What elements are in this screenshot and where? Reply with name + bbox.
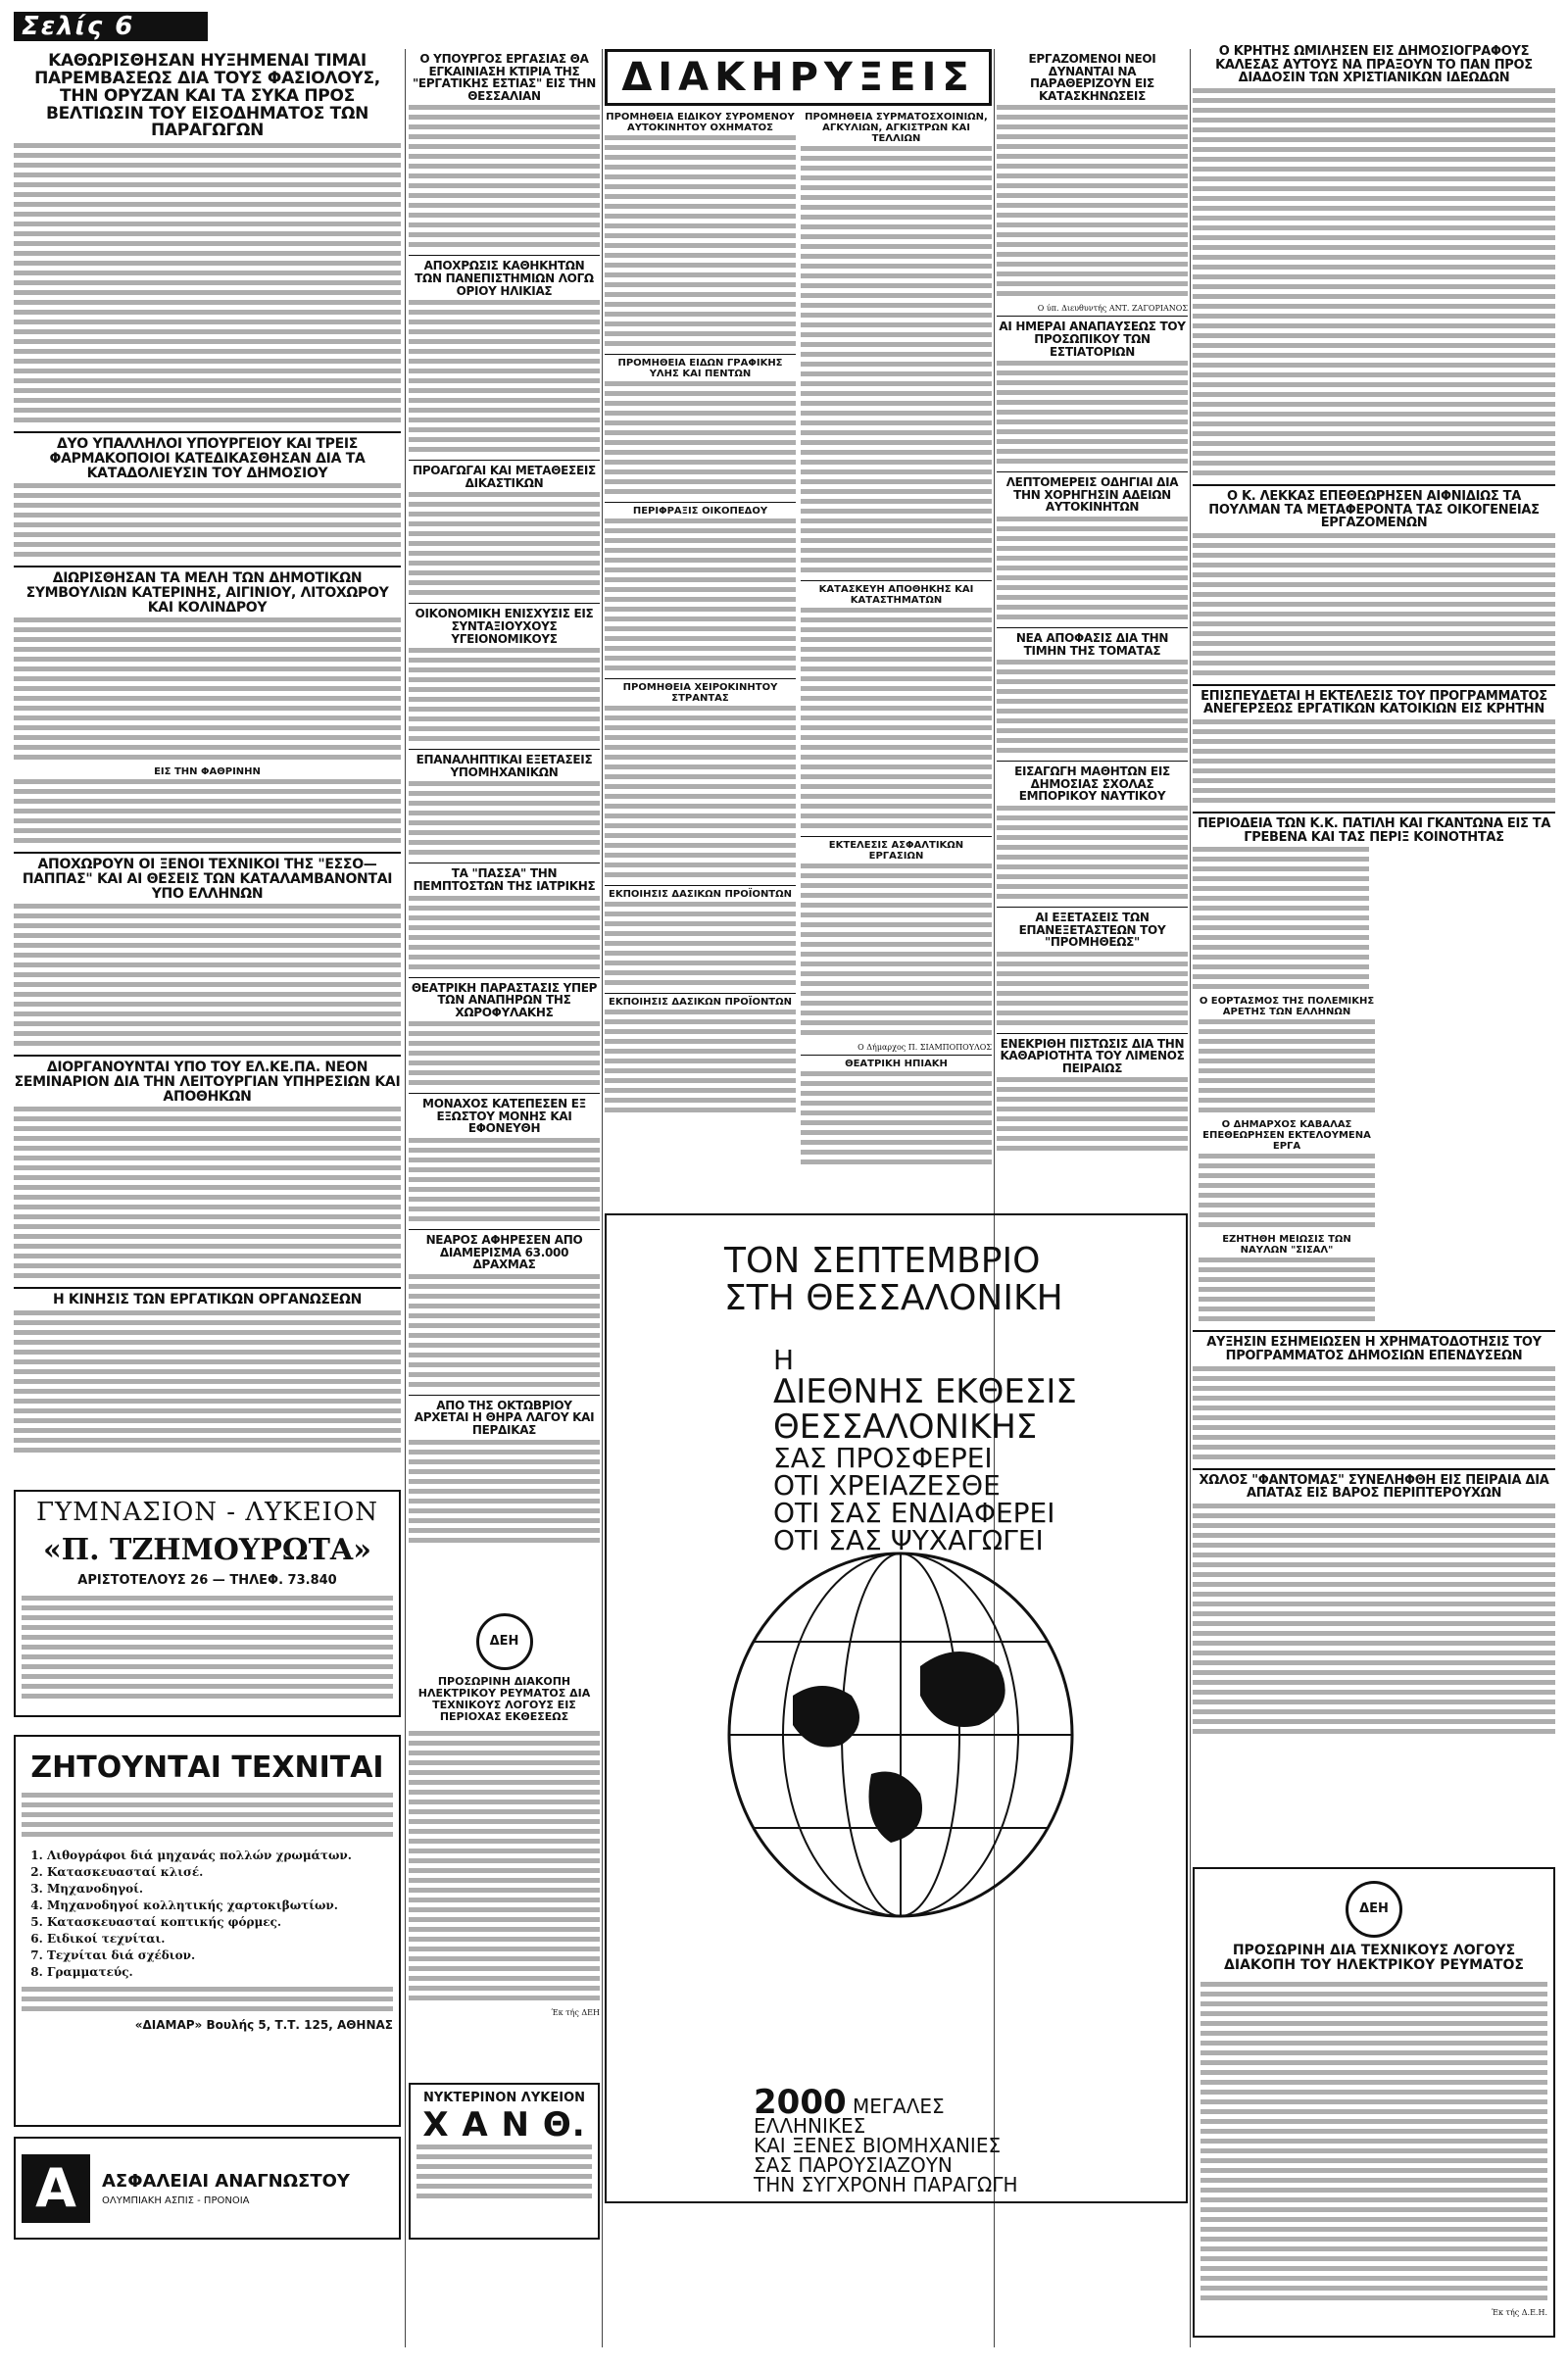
article-body [1193,533,1555,680]
page-number-label: Σελίς 6 [14,12,208,41]
headline-sisal-fares: ΕΖΗΤΗΘΗ ΜΕΙΩΣΙΣ ΤΩΝ ΝΑΥΛΩΝ "ΣΙΣΑΛ" [1222,1234,1351,1257]
list-item: 4. Μηχανοδηγοί κολλητικής χαρτοκιβωτίων. [47,1898,393,1914]
nyk-title: ΝΥΚΤΕΡΙΝΟΝ ΛΥΚΕΙΟΝ [422,2091,585,2105]
expo-bottom-line2: ΕΛΛΗΝΙΚΕΣ [754,2114,866,2138]
column-6 [1193,41,1555,1854]
list-item: 6. Ειδικοί τεχνίται. [47,1931,393,1948]
deh-notice-title: ΠΡΟΣΩΡΙΝΗ ΔΙΑ ΤΕΧΝΙΚΟΥΣ ΛΟΓΟΥΣ ΔΙΑΚΟΠΗ ΤΟΥ ΗΛΕΚΤΡΙΚΟΥ ΡΕΥΜΑΤΟΣ [1224,1943,1524,1974]
notice-heading: ΠΡΟΜΗΘΕΙΑ ΣΥΡΜΑΤΟΣΧΟΙΝΙΩΝ, ΑΓΚΥΛΙΩΝ, ΑΓΚΙΣΤΡΩΝ ΚΑΙ ΤΕΛΛΙΩΝ [805,112,988,144]
article-body [997,660,1188,758]
expo-mid-line4: ΟΤΙ ΧΡΕΙΑΖΕΣΘΕ [773,1469,1001,1502]
notice-heading: ΚΑΤΑΣΚΕΥΗ ΑΠΟΘΗΚΗΣ ΚΑΙ ΚΑΤΑΣΤΗΜΑΤΩΝ [818,584,974,606]
article-body [1199,1154,1375,1232]
headline-car-licenses: ΛΕΠΤΟΜΕΡΕΙΣ ΟΔΗΓΙΑΙ ΔΙΑ ΤΗΝ ΧΟΡΗΓΗΣΙΝ ΑΔΕΙΩΝ ΑΥΤΟΚΙΝΗΤΩΝ [1005,475,1179,515]
ad-tech-list [22,1848,393,1981]
headline-pharmacists-convicted: ΔΥΟ ΥΠΑΛΛΗΛΟΙ ΥΠΟΥΡΓΕΙΟΥ ΚΑΙ ΤΡΕΙΣ ΦΑΡΜΑΚΟΠΟΙΟΙ ΚΑΤΕΔΙΚΑΣΘΗΣΑΝ ΔΙΑ ΤΑ ΚΑΤΑΔΟΛΙΕΥΣΙΝ ΤΟΥ ΔΗΜΟΣΙΟΥ [49,436,366,481]
headline-crete-journalists: Ο ΚΡΗΤΗΣ ΩΜΙΛΗΣΕΝ ΕΙΣ ΔΗΜΟΣΙΟΓΡΑΦΟΥΣ ΚΑΛΕΣΑΣ ΑΥΤΟΥΣ ΝΑ ΠΡΑΞΟΥΝ ΤΟ ΠΑΝ ΠΡΟΣ ΔΙΑΔΟΣΙΝ ΤΩΝ ΧΡΙΣΤΙΑΝΙΚΩΝ ΙΔΕΩΔΩΝ [1215,44,1533,86]
headline-municipal-councils: ΔΙΩΡΙΣΘΗΣΑΝ ΤΑ ΜΕΛΗ ΤΩΝ ΔΗΜΟΤΙΚΩΝ ΣΥΜΒΟΥΛΙΩΝ ΚΑΤΕΡΙΝΗΣ, ΑΙΓΙΝΙΟΥ, ΛΙΤΟΧΩΡΟΥ ΚΑΙ ΚΟΛΙΝΔΡΟΥ [25,570,389,616]
headline-university-professors: ΑΠΟΧΡΩΣΙΣ ΚΑΘΗΚΗΤΩΝ ΤΩΝ ΠΑΝΕΠΙΣΤΗΜΙΩΝ ΛΟΓΩ ΟΡΙΟΥ ΗΛΙΚΙΑΣ [415,259,594,298]
article-body [14,904,401,1051]
notice-signature: Ο Δήμαρχος Π. ΣΙΑΜΠΟΠΟΥΛΟΣ [858,1043,992,1052]
article-body [1193,1504,1555,1739]
headline-crete-housing: ΕΠΙΣΠΕΥΔΕΤΑΙ Η ΕΚΤΕΛΕΣΙΣ ΤΟΥ ΠΡΟΓΡΑΜΜΑΤΟΣ ΑΝΕΓΕΡΣΕΩΣ ΕΡΓΑΤΙΚΩΝ ΚΑΤΟΙΚΙΩΝ ΕΙΣ ΚΡΗΤΗΝ [1200,688,1547,717]
headline-repeat-exams: ΕΠΑΝΑΛΗΠΤΙΚΑΙ ΕΞΕΤΑΣΕΙΣ ΥΠΟΜΗΧΑΝΙΚΩΝ [416,753,593,779]
notice-heading: ΕΚΠΟΙΗΣΙΣ ΔΑΣΙΚΩΝ ΠΡΟΪΟΝΤΩΝ [608,997,793,1008]
expo-bottom-line5: ΤΗΝ ΣΥΓΧΡΟΝΗ ΠΑΡΑΓΩΓΗ [754,2173,1018,2196]
notice-heading: ΕΚΤΕΛΕΣΙΣ ΑΣΦΑΛΤΙΚΩΝ ΕΡΓΑΣΙΩΝ [828,840,964,862]
headline-war-virtue: Ο ΕΟΡΤΑΣΜΟΣ ΤΗΣ ΠΟΛΕΜΙΚΗΣ ΑΡΕΤΗΣ ΤΩΝ ΕΛΛΗΝΩΝ [1199,996,1375,1018]
headline-pensioners-aid: ΟΙΚΟΝΟΜΙΚΗ ΕΝΙΣΧΥΣΙΣ ΕΙΣ ΣΥΝΤΑΞΙΟΥΧΟΥΣ ΥΓΕΙΟΝΟΜΙΚΟΥΣ [415,607,594,646]
headline-lekkas-inspection: Ο Κ. ΛΕΚΚΑΣ ΕΠΕΘΕΩΡΗΣΕΝ ΑΙΦΝΙΔΙΩΣ ΤΑ ΠΟΥΛΜΑΝ ΤΑ ΜΕΤΑΦΕΡΟΝΤΑ ΤΑΣ ΟΙΚΟΓΕΝΕΙΑΣ ΕΡΓΑΖΟΜΕΝΩΝ [1208,488,1540,531]
headline-tomato-price: ΝΕΑ ΑΠΟΦΑΣΙΣ ΔΙΑ ΤΗΝ ΤΙΜΗΝ ΤΗΣ ΤΟΜΑΤΑΣ [1015,630,1169,658]
article-body [1193,88,1555,480]
column-4 [801,110,992,1198]
ad-insurance [14,2137,401,2240]
headline-esso-pappas: ΑΠΟΧΩΡΟΥΝ ΟΙ ΞΕΝΟΙ ΤΕΧΝΙΚΟΙ ΤΗΣ "ΕΣΣΟ—ΠΑΠΠΑΣ" ΚΑΙ ΑΙ ΘΕΣΕΙΣ ΤΩΝ ΚΑΤΑΛΑΜΒΑΝΟΝΤΑΙ ΥΠΟ ΕΛΛΗΝΩΝ [22,857,393,902]
ad-tech-intro [22,1793,393,1842]
article-body [14,1107,401,1283]
expo-mid-line3: ΣΑΣ ΠΡΟΣΦΕΡΕΙ [773,1442,993,1474]
headline-theater-performance: ΘΕΑΤΡΙΚΗ ΠΑΡΑΣΤΑΣΙΣ ΥΠΕΡ ΤΩΝ ΑΝΑΠΗΡΩΝ ΤΗΣ ΧΩΡΟΦΥΛΑΚΗΣ [411,980,598,1019]
article-body [997,952,1188,1030]
ad-gym-body [22,1596,393,1703]
article-signature: Ο ύπ. Διευθυντής ΑΝΤ. ΖΑΓΟΡΙΑΝΟΣ [1037,304,1188,314]
notice-body [605,381,796,499]
article-body [409,1138,600,1226]
notice-body [605,1010,796,1117]
notice-body [605,902,796,990]
ad-gym-line3: ΑΡΙΣΤΟΤΕΛΟΥΣ 26 — ΤΗΛΕΦ. 73.840 [77,1573,337,1588]
ad-technicians-wanted [14,1735,401,2127]
article-body [997,105,1188,301]
deh-logo-icon: ΔΕΗ [476,1613,533,1670]
notice-heading: ΠΡΟΜΗΘΕΙΑ ΧΕΙΡΟΚΙΝΗΤΟΥ ΣΤΡΑΝΤΑΣ [622,682,778,704]
article-body [1199,1019,1375,1117]
article-body [409,1274,600,1392]
article-body [1199,1257,1375,1326]
deh-notice-body [409,1731,600,2005]
article-body [409,105,600,252]
notice-body [801,1071,992,1169]
notice-body [605,135,796,351]
article-body [409,492,600,600]
headline-prometheus-exams: ΑΙ ΕΞΕΤΑΣΕΙΣ ΤΩΝ ΕΠΑΝΕΞΕΤΑΣΤΕΩΝ ΤΟΥ "ΠΡΟΜΗΘΕΩΣ" [1018,910,1166,950]
notice-body [801,146,992,577]
deh-logo-icon: ΔΕΗ [1346,1881,1402,1938]
headline-public-investments: ΑΥΞΗΣΙΝ ΕΣΗΜΕΙΩΣΕΝ Η ΧΡΗΜΑΤΟΔΟΤΗΣΙΣ ΤΟΥ ΠΡΟΓΡΑΜΜΑΤΟΣ ΔΗΜΟΣΙΩΝ ΕΠΕΝΔΥΣΕΩΝ [1206,1335,1542,1364]
expo-bottom-line4: ΣΑΣ ΠΑΡΟΥΣΙΑΖΟΥΝ [754,2153,953,2177]
expo-mid-line1: ΔΙΕΘΝΗΣ ΕΚΘΕΣΙΣ [773,1372,1077,1411]
article-body [14,617,401,764]
subheading: ΕΙΣ ΤΗΝ ΦΑΘΡΙΝΗΝ [154,766,261,778]
ad-gym-line2: «Π. ΤΖΗΜΟΥΡΩΤΑ» [43,1533,371,1567]
deh-notice-left [409,1607,600,2029]
headline-restaurant-rest-days: ΑΙ ΗΜΕΡΑΙ ΑΝΑΠΑΥΣΕΩΣ ΤΟΥ ΠΡΟΣΩΠΙΚΟΥ ΤΩΝ ΕΣΤΙΑΤΟΡΙΩΝ [999,320,1186,359]
notice-body [801,863,992,1040]
headline-kavala-mayor: Ο ΔΗΜΑΡΧΟΣ ΚΑΒΑΛΑΣ ΕΠΕΘΕΩΡΗΣΕΝ ΕΚΤΕΛΟΥΜΕΝΑ ΕΡΓΑ [1202,1119,1371,1153]
ad-thessaloniki-fair [605,1213,1188,2203]
headline-grevena-tour: ΠΕΡΙΟΔΕΙΑ ΤΩΝ Κ.Κ. ΠΑΤΙΛΗ ΚΑΙ ΓΚΑΝΤΩΝΑ ΕΙΣ ΤΑ ΓΡΕΒΕΝΑ ΚΑΙ ΤΑΣ ΠΕΡΙΞ ΚΟΙΝΟΤΗΤΑΣ [1197,816,1551,845]
list-item: 5. Κατασκευασταί κοπτικής φόρμες. [47,1914,393,1931]
headline-labor-organizations: Η ΚΙΝΗΣΙΣ ΤΩΝ ΕΡΓΑΤΙΚΩΝ ΟΡΓΑΝΩΣΕΩΝ [52,1292,363,1308]
list-item: 2. Κατασκευασταί κλισέ. [47,1864,393,1881]
notice-heading: ΘΕΑΤΡΙΚΗ ΗΠΙΑΚΗ [845,1059,948,1069]
ad-ins-title: ΑΣΦΑΛΕΙΑΙ ΑΝΑΓΝΩΣΤΟΥ [102,2170,350,2192]
deh-signature: Έκ τής Δ.Ε.Η. [1491,2307,1547,2317]
headline-youth-theft: ΝΕΑΡΟΣ ΑΦΗΡΕΣΕΝ ΑΠΟ ΔΙΑΜΕΡΙΣΜΑ 63.000 ΔΡΑΧΜΑΣ [425,1233,583,1272]
expo-mid-line2: ΘΕΣΣΑΛΟΝΙΚΗΣ [773,1407,1038,1447]
expo-mid-line5: ΟΤΙ ΣΑΣ ΕΝΔΙΑΦΕΡΕΙ [773,1497,1055,1529]
article-body [14,1310,401,1457]
insurance-logo: Α [22,2154,90,2223]
list-item: 8. Γραμματεύς. [47,1964,393,1981]
ad-tech-title: ΖΗΤΟΥΝΤΑΙ ΤΕΧΝΙΤΑΙ [30,1751,384,1785]
article-body [409,1440,600,1548]
ad-tech-footer: «ΔΙΑΜΑΡ» Βουλής 5, Τ.Τ. 125, ΑΘΗΝΑΣ [134,2018,393,2032]
article-body [409,781,600,860]
list-item: 1. Λιθογράφοι διά μηχανάς πολλών χρωμάτων. [47,1848,393,1864]
notice-heading: ΠΕΡΙΦΡΑΞΙΣ ΟΙΚΟΠΕΔΟΥ [632,506,768,517]
notice-heading: ΕΚΠΟΙΗΣΙΣ ΔΑΣΙΚΩΝ ΠΡΟΪΟΝΤΩΝ [608,889,793,900]
deh-notice-body [1200,1982,1547,2305]
ad-ins-sub: ΟΛΥΜΠΙΑΚΗ ΑΣΠΙΣ - ΠΡΟΝΟΙΑ [102,2194,250,2206]
headline-intervention-prices: ΚΑΘΩΡΙΣΘΗΣΑΝ ΗΥΞΗΜΕΝΑΙ ΤΙΜΑΙ ΠΑΡΕΜΒΑΣΕΩΣ ΔΙΑ ΤΟΥΣ ΦΑΣΙΟΛΟΥΣ, ΤΗΝ ΟΡΥΖΑΝ ΚΑΙ ΤΑ ΣΥΚΑ ΠΡΟΣ ΒΕΛΤΙΩΣΙΝ ΤΟΥ ΕΙΣΟΔΗΜΑΤΟΣ ΤΩΝ ΠΑΡΑΓΩΓΩΝ [34,51,380,141]
article-body [1193,1366,1555,1464]
notice-body [801,608,992,833]
nyk-body [416,2145,592,2203]
column-1 [14,49,401,1480]
deh-notice-right [1193,1867,1555,2338]
headline-hunting-season: ΑΠΟ ΤΗΣ ΟΚΤΩΒΡΙΟΥ ΑΡΧΕΤΑΙ Η ΘΗΡΑ ΛΑΓΟΥ ΚΑΙ ΠΕΡΔΙΚΑΣ [414,1398,595,1438]
expo-top-line1: ΤΟΝ ΣΕΠΤΕΜΒΡΙΟ [724,1241,1041,1281]
article-body [1193,847,1369,994]
deh-notice-title: ΠΡΟΣΩΡΙΝΗ ΔΙΑΚΟΠΗ ΗΛΕΚΤΡΙΚΟΥ ΡΕΥΜΑΤΟΣ ΔΙΑ ΤΕΧΝΙΚΟΥΣ ΛΟΓΟΥΣ ΕΙΣ ΠΕΡΙΟΧΑΣ ΕΚΘΕΣΕΩΣ [417,1675,591,1724]
headline-labor-minister: Ο ΥΠΟΥΡΓΟΣ ΕΡΓΑΣΙΑΣ ΘΑ ΕΓΚΑΙΝΙΑΣΗ ΚΤΙΡΙΑ ΤΗΣ "ΕΡΓΑΤΙΚΗΣ ΕΣΤΙΑΣ" ΕΙΣ ΤΗΝ ΘΕΣΣΑΛΙΑΝ [412,52,596,103]
headline-judicial-promotions: ΠΡΟΑΓΩΓΑΙ ΚΑΙ ΜΕΤΑΘΕΣΕΙΣ ΔΙΚΑΣΤΙΚΩΝ [413,464,596,490]
section-banner: ΔΙΑΚΗΡΥΞΕΙΣ [605,49,992,106]
article-body [14,779,401,848]
article-body [1193,719,1555,808]
nyk-city: Χ Α Ν Θ. [422,2105,586,2145]
ad-gym-line1: ΓΥΜΝΑΣΙΟΝ - ΛΥΚΕΙΟΝ [35,1498,379,1527]
article-body [409,648,600,746]
expo-mid-h: Η [773,1344,795,1376]
notice-heading: ΠΡΟΜΗΘΕΙΑ ΕΙΔΩΝ ΓΡΑΦΙΚΗΣ ΥΛΗΣ ΚΑΙ ΠΕΝΤΩΝ [617,358,783,379]
headline-young-workers: ΕΡΓΑΖΟΜΕΝΟΙ ΝΕΟΙ ΔΥΝΑΝΤΑΙ ΝΑ ΠΑΡΑΘΕΡΙΖΟΥΝ ΕΙΣ ΚΑΤΑΣΚΗΝΩΣΕΙΣ [1028,52,1156,103]
notice-body [605,706,796,882]
ad-night-lyceum [409,2083,600,2240]
list-item: 7. Τεχνίται διά σχέδιον. [47,1948,393,1964]
ad-gymnasium [14,1490,401,1717]
article-body [409,896,600,974]
headline-merchant-marine-schools: ΕΙΣΑΓΩΓΗ ΜΑΘΗΤΩΝ ΕΙΣ ΔΗΜΟΣΙΑΣ ΣΧΟΛΑΣ ΕΜΠΟΡΙΚΟΥ ΝΑΥΤΙΚΟΥ [1014,764,1170,804]
list-item: 3. Μηχανοδηγοί. [47,1881,393,1898]
ad-tech-outro [22,1987,393,2016]
article-body [997,517,1188,624]
article-body [997,806,1188,904]
article-body [409,300,600,457]
expo-mid-line6: ΟΤΙ ΣΑΣ ΨΥΧΑΓΩΓΕΙ [773,1524,1044,1556]
expo-bottom-line3: ΚΑΙ ΞΕΝΕΣ ΒΙΟΜΗΧΑΝΙΕΣ [754,2134,1002,2157]
expo-number: 2000 [754,2083,847,2122]
column-5 [997,49,1188,1206]
deh-signature: Έκ τής ΔΕΗ [551,2008,600,2018]
notice-body [605,518,796,675]
globe-icon [724,1549,1077,1921]
headline-elkepa-seminar: ΔΙΟΡΓΑΝΟΥΝΤΑΙ ΥΠΟ ΤΟΥ ΕΛ.ΚΕ.ΠΑ. ΝΕΟΝ ΣΕΜΙΝΑΡΙΟΝ ΔΙΑ ΤΗΝ ΛΕΙΤΟΥΡΓΙΑΝ ΥΠΗΡΕΣΙΩΝ ΚΑΙ ΑΠΟΘΗΚΩΝ [14,1060,401,1105]
article-body [409,1021,600,1090]
notice-heading: ΠΡΟΜΗΘΕΙΑ ΕΙΔΙΚΟΥ ΣΥΡΟΜΕΝΟΥ ΑΥΤΟΚΙΝΗΤΟΥ ΟΧΗΜΑΤΟΣ [606,112,795,133]
headline-monk-fell: ΜΟΝΑΧΟΣ ΚΑΤΕΠΕΣΕΝ ΕΞ ΕΞΩΣΤΟΥ ΜΟΝΗΣ ΚΑΙ ΕΦΟΝΕΥΘΗ [422,1097,586,1136]
column-3 [605,110,796,1198]
expo-bottom-line1: ΜΕΓΑΛΕΣ [853,2095,945,2118]
article-body [14,483,401,562]
article-body [997,361,1188,468]
headline-passa-medicine: ΤΑ "ΠΑΣΣΑ" ΤΗΝ ΠΕΜΠΤΟΣΤΩΝ ΤΗΣ ΙΑΤΡΙΚΗΣ [413,866,596,893]
expo-top-line2: ΣΤΗ ΘΕΣΣΑΛΟΝΙΚΗ [724,1278,1063,1318]
article-body [997,1077,1188,1156]
headline-piraeus-port: ΕΝΕΚΡΙΘΗ ΠΙΣΤΩΣΙΣ ΔΙΑ ΤΗΝ ΚΑΘΑΡΙΟΤΗΤΑ ΤΟΥ ΛΙΜΕΝΟΣ ΠΕΙΡΑΙΩΣ [1000,1036,1185,1075]
article-body [14,143,401,427]
headline-phantomas-arrest: ΧΩΛΟΣ "ΦΑΝΤΟΜΑΣ" ΣΥΝΕΛΗΦΘΗ ΕΙΣ ΠΕΙΡΑΙΑ ΔΙΑ ΑΠΑΤΑΣ ΕΙΣ ΒΑΡΟΣ ΠΕΡΙΠΤΕΡΟΥΧΩΝ [1199,1472,1549,1502]
column-2 [409,49,600,1598]
